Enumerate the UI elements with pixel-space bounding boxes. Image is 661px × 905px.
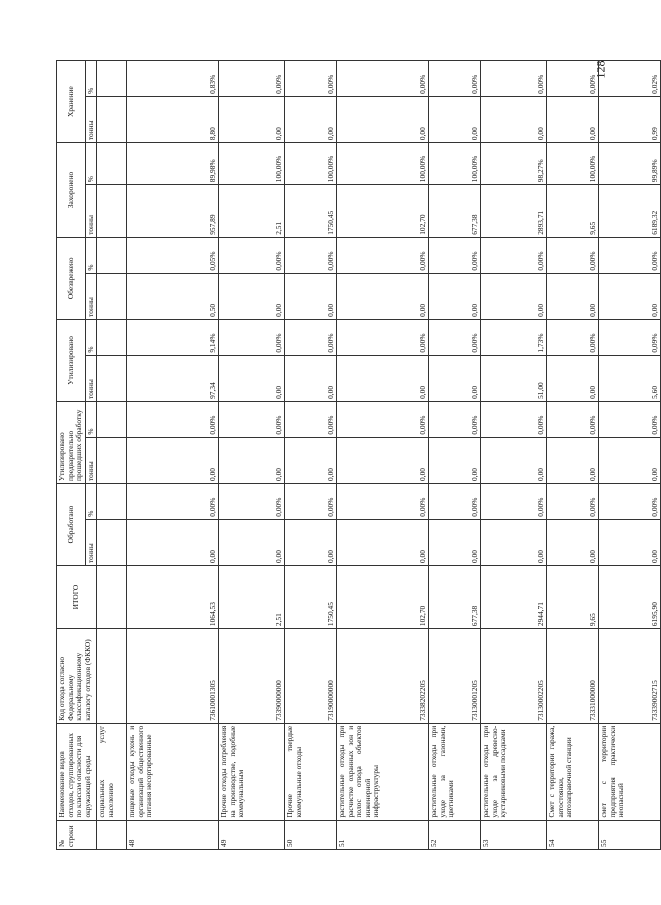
value-tons: 0,00 bbox=[337, 273, 429, 319]
value-tons: 0,00 bbox=[481, 96, 547, 142]
subheader-tons: тонны bbox=[85, 355, 97, 401]
table-row bbox=[429, 61, 481, 850]
table-row bbox=[337, 61, 429, 850]
value-tons: 0,00 bbox=[599, 437, 661, 483]
value-tons: 0,00 bbox=[547, 437, 599, 483]
value-tons: 0,00 bbox=[127, 519, 219, 565]
value-percent: 0,00% bbox=[429, 483, 481, 519]
value-percent: 9,14% bbox=[127, 319, 219, 355]
waste-code: 73339002715 bbox=[599, 629, 661, 724]
waste-code: 73390000000 bbox=[219, 629, 285, 724]
row-number bbox=[97, 820, 127, 849]
row-number: 49 bbox=[219, 820, 285, 849]
value-percent: 0,00% bbox=[547, 319, 599, 355]
value-percent: 100,00% bbox=[429, 143, 481, 185]
table-row bbox=[481, 61, 547, 850]
value-tons bbox=[97, 437, 127, 483]
waste-name: растительные отходы при уходе за газонами, цветниками bbox=[429, 723, 481, 820]
value-percent: 0,00% bbox=[337, 483, 429, 519]
value-tons: 957,89 bbox=[127, 185, 219, 238]
value-percent: 0,00% bbox=[547, 237, 599, 273]
header-num: № строки bbox=[57, 820, 97, 849]
value-percent: 0,02% bbox=[599, 61, 661, 97]
value-percent: 0,00% bbox=[599, 237, 661, 273]
value-tons: 0,00 bbox=[547, 273, 599, 319]
page-number: 128 bbox=[593, 60, 608, 79]
value-percent: 0,00% bbox=[547, 401, 599, 437]
subheader-tons: тонны bbox=[85, 185, 97, 238]
value-percent: 0,00% bbox=[481, 483, 547, 519]
total-value: 1750,45 bbox=[285, 566, 337, 629]
value-percent: 0,00% bbox=[547, 483, 599, 519]
value-percent: 100,00% bbox=[337, 143, 429, 185]
table-row bbox=[97, 61, 127, 850]
waste-name: Прочие отходы потребления на производстве, подобные коммунальным bbox=[219, 723, 285, 820]
value-tons: 0,00 bbox=[481, 273, 547, 319]
value-percent: 0,00% bbox=[337, 61, 429, 97]
value-tons: 51,00 bbox=[481, 355, 547, 401]
value-tons: 0,00 bbox=[127, 437, 219, 483]
total-value: 1064,53 bbox=[127, 566, 219, 629]
value-tons: 0,00 bbox=[429, 437, 481, 483]
value-tons: 0,00 bbox=[285, 96, 337, 142]
value-tons: 0,00 bbox=[481, 519, 547, 565]
value-percent: 0,00% bbox=[127, 483, 219, 519]
value-tons bbox=[97, 355, 127, 401]
value-tons: 0,00 bbox=[547, 519, 599, 565]
value-tons bbox=[97, 96, 127, 142]
value-percent: 0,00% bbox=[285, 319, 337, 355]
row-number: 48 bbox=[127, 820, 219, 849]
waste-name: растительные отходы при уходе за древесно-кустарниковыми посадками bbox=[481, 723, 547, 820]
waste-code: 73130001205 bbox=[429, 629, 481, 724]
value-percent: 0,83% bbox=[127, 61, 219, 97]
subheader-pct: % bbox=[85, 401, 97, 437]
value-tons: 0,00 bbox=[219, 519, 285, 565]
value-tons: 8,80 bbox=[127, 96, 219, 142]
subheader-pct: % bbox=[85, 143, 97, 185]
value-percent: 100,00% bbox=[219, 143, 285, 185]
value-tons: 2,51 bbox=[219, 185, 285, 238]
waste-code bbox=[97, 629, 127, 724]
value-tons: 9,65 bbox=[547, 185, 599, 238]
row-number: 55 bbox=[599, 820, 661, 849]
total-value: 2944,71 bbox=[481, 566, 547, 629]
value-tons: 0,99 bbox=[599, 96, 661, 142]
total-value bbox=[97, 566, 127, 629]
header-total: ИТОГО bbox=[57, 566, 97, 629]
row-number: 54 bbox=[547, 820, 599, 849]
value-percent: 0,00% bbox=[219, 237, 285, 273]
header-neutralized: Обезврежено bbox=[57, 237, 86, 319]
value-tons: 0,00 bbox=[429, 355, 481, 401]
value-tons: 0,00 bbox=[219, 437, 285, 483]
value-tons: 0,00 bbox=[429, 273, 481, 319]
table-body bbox=[97, 61, 661, 850]
subheader-pct: % bbox=[85, 237, 97, 273]
value-tons: 0,00 bbox=[219, 96, 285, 142]
waste-code: 73130002205 bbox=[481, 629, 547, 724]
table-row bbox=[219, 61, 285, 850]
subheader-pct: % bbox=[85, 61, 97, 97]
waste-code: 73331000000 bbox=[547, 629, 599, 724]
waste-name: растительные отходы при расчистке охранных зон и полос отвода объектов инженерной инфраструктуры bbox=[337, 723, 429, 820]
subheader-pct: % bbox=[85, 319, 97, 355]
value-percent: 0,00% bbox=[547, 61, 599, 97]
value-tons: 0,00 bbox=[599, 273, 661, 319]
row-number: 53 bbox=[481, 820, 547, 849]
waste-code: 73610001305 bbox=[127, 629, 219, 724]
header-utilized: Утилизировано bbox=[57, 319, 86, 401]
row-number: 51 bbox=[337, 820, 429, 849]
value-tons bbox=[97, 273, 127, 319]
value-tons: 0,00 bbox=[547, 355, 599, 401]
value-percent bbox=[97, 483, 127, 519]
value-tons: 0,00 bbox=[481, 437, 547, 483]
waste-name: Смет с территории гаража, автостоянки, автозаправочной станции bbox=[547, 723, 599, 820]
waste-name: Прочие твердые коммунальные отходы bbox=[285, 723, 337, 820]
table-row bbox=[547, 61, 599, 850]
value-percent: 0,09% bbox=[599, 319, 661, 355]
value-tons: 0,00 bbox=[429, 96, 481, 142]
subheader-pct: % bbox=[85, 483, 97, 519]
waste-table bbox=[56, 60, 661, 850]
header-name: Наименование видов отходов, сгруппированных по классам опасности для окружающей среды bbox=[57, 723, 97, 820]
value-tons: 0,00 bbox=[337, 96, 429, 142]
value-tons: 0,00 bbox=[337, 519, 429, 565]
value-percent: 0,00% bbox=[219, 483, 285, 519]
row-number: 50 bbox=[285, 820, 337, 849]
value-percent: 0,00% bbox=[127, 401, 219, 437]
header-buried: Захоронено bbox=[57, 143, 86, 238]
value-percent: 0,00% bbox=[219, 61, 285, 97]
value-percent: 0,00% bbox=[429, 237, 481, 273]
header-processed: Обработано bbox=[57, 483, 86, 565]
waste-code: 73190000000 bbox=[285, 629, 337, 724]
value-percent: 89,98% bbox=[127, 143, 219, 185]
value-percent: 99,89% bbox=[599, 143, 661, 185]
value-percent: 0,00% bbox=[481, 401, 547, 437]
value-tons: 0,00 bbox=[219, 355, 285, 401]
header-utilized-pre: Утилизировано предварительно прошедших обработку bbox=[57, 401, 86, 483]
value-percent: 100,00% bbox=[547, 143, 599, 185]
value-tons: 0,50 bbox=[127, 273, 219, 319]
waste-code: 73338202205 bbox=[337, 629, 429, 724]
value-percent bbox=[97, 319, 127, 355]
value-percent: 0,00% bbox=[429, 319, 481, 355]
value-percent: 0,05% bbox=[127, 237, 219, 273]
value-percent: 0,00% bbox=[599, 401, 661, 437]
value-percent: 0,00% bbox=[285, 237, 337, 273]
value-percent: 0,00% bbox=[337, 319, 429, 355]
value-tons: 0,00 bbox=[219, 273, 285, 319]
value-percent: 98,27% bbox=[481, 143, 547, 185]
subheader-tons: тонны bbox=[85, 273, 97, 319]
value-tons: 0,00 bbox=[285, 437, 337, 483]
value-percent: 0,00% bbox=[429, 61, 481, 97]
waste-name: социальных услуг населению bbox=[97, 723, 127, 820]
value-percent: 0,00% bbox=[481, 237, 547, 273]
value-percent bbox=[97, 237, 127, 273]
value-percent: 0,00% bbox=[429, 401, 481, 437]
value-percent: 0,00% bbox=[285, 61, 337, 97]
total-value: 2,51 bbox=[219, 566, 285, 629]
value-tons: 677,38 bbox=[429, 185, 481, 238]
value-tons: 97,34 bbox=[127, 355, 219, 401]
value-tons bbox=[97, 185, 127, 238]
value-percent: 0,00% bbox=[219, 319, 285, 355]
header-storage: Хранение bbox=[57, 61, 86, 143]
value-percent: 0,00% bbox=[285, 483, 337, 519]
subheader-tons: тонны bbox=[85, 96, 97, 142]
value-percent bbox=[97, 61, 127, 97]
header-code: Код отхода согласно Федеральному классификационному каталогу отходов (ФККО) bbox=[57, 629, 97, 724]
total-value: 102,70 bbox=[337, 566, 429, 629]
value-tons: 5,60 bbox=[599, 355, 661, 401]
value-percent: 0,00% bbox=[337, 401, 429, 437]
header-row bbox=[57, 61, 86, 850]
subheader-tons: тонны bbox=[85, 437, 97, 483]
value-percent: 0,00% bbox=[599, 483, 661, 519]
value-percent: 0,00% bbox=[337, 237, 429, 273]
value-tons: 102,70 bbox=[337, 185, 429, 238]
value-tons: 6189,32 bbox=[599, 185, 661, 238]
total-value: 9,65 bbox=[547, 566, 599, 629]
table-row bbox=[285, 61, 337, 850]
value-percent bbox=[97, 143, 127, 185]
waste-name: пищевые отходы кухонь и организаций общественного питания несортированные bbox=[127, 723, 219, 820]
value-percent: 0,00% bbox=[219, 401, 285, 437]
value-tons: 0,00 bbox=[337, 437, 429, 483]
subheader-tons: тонны bbox=[85, 519, 97, 565]
value-percent: 0,00% bbox=[481, 61, 547, 97]
waste-name: смет с территории предприятия практически неопасный bbox=[599, 723, 661, 820]
total-value: 6195,90 bbox=[599, 566, 661, 629]
value-percent bbox=[97, 401, 127, 437]
value-tons bbox=[97, 519, 127, 565]
value-percent: 1,73% bbox=[481, 319, 547, 355]
table-row bbox=[127, 61, 219, 850]
table-row bbox=[599, 61, 661, 850]
value-percent: 100,00% bbox=[285, 143, 337, 185]
row-number: 52 bbox=[429, 820, 481, 849]
value-tons: 0,00 bbox=[547, 96, 599, 142]
value-tons: 0,00 bbox=[285, 519, 337, 565]
value-tons: 0,00 bbox=[599, 519, 661, 565]
value-tons: 0,00 bbox=[429, 519, 481, 565]
value-percent: 0,00% bbox=[285, 401, 337, 437]
value-tons: 1750,45 bbox=[285, 185, 337, 238]
value-tons: 2893,71 bbox=[481, 185, 547, 238]
total-value: 677,38 bbox=[429, 566, 481, 629]
value-tons: 0,00 bbox=[285, 355, 337, 401]
value-tons: 0,00 bbox=[337, 355, 429, 401]
value-tons: 0,00 bbox=[285, 273, 337, 319]
